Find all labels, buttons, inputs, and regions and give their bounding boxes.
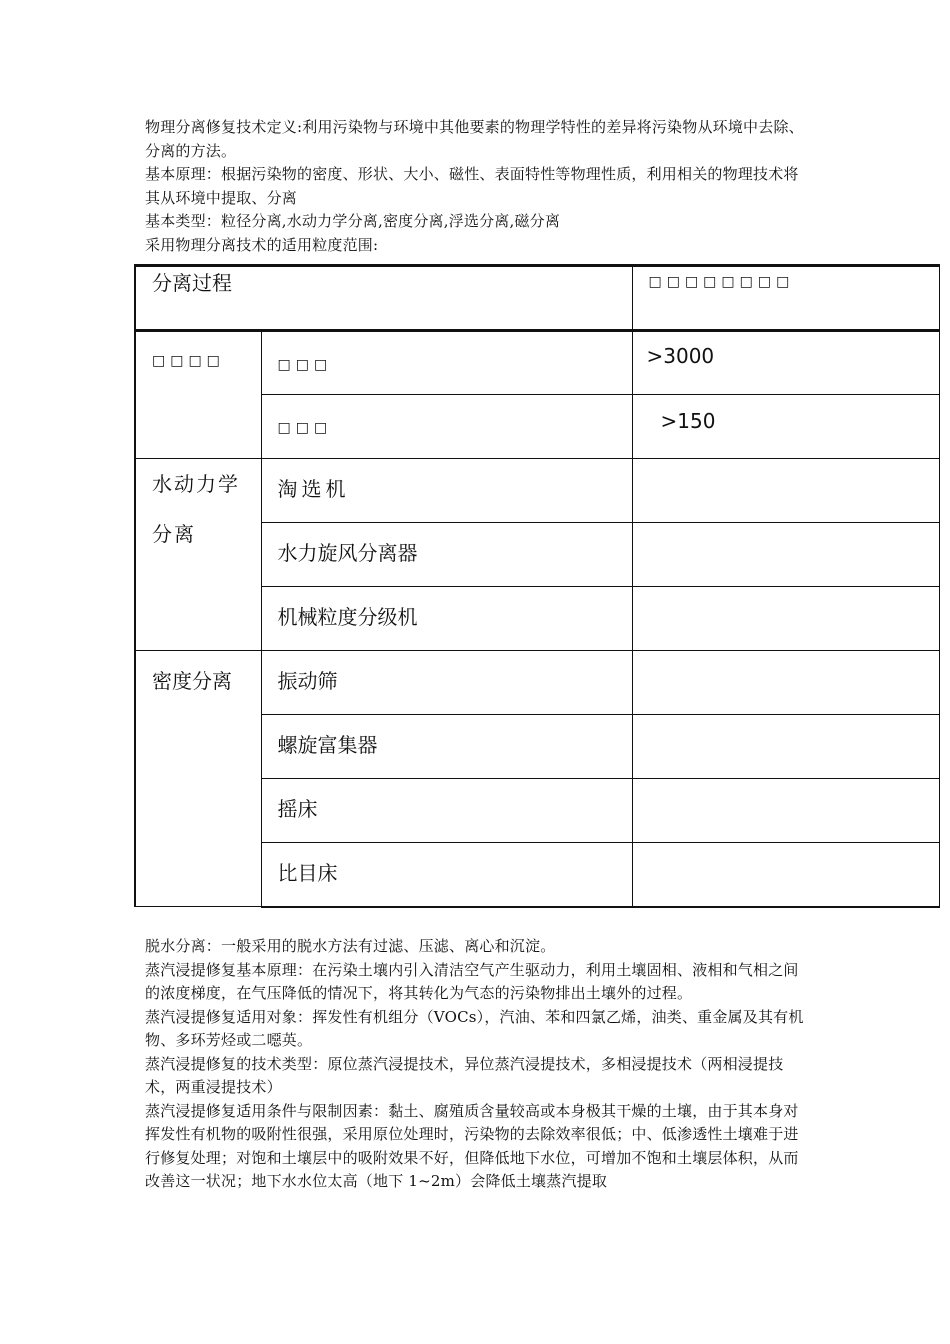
sve-principle-text: 蒸汽浸提修复基本原理：在污染土壤内引入清洁空气产生驱动力，利用土壤固相、液相和气相之间的浓度梯度，在气压降低的情况下，将其转化为气态的污染物排出土壤外的过程。 <box>145 960 799 1002</box>
value-cell <box>632 331 939 395</box>
row-name: 水力旋风分离器 <box>277 541 418 565</box>
table-row <box>135 651 939 715</box>
value-cell <box>632 843 939 907</box>
group-label: 水动力学分离 <box>152 472 240 546</box>
name-cell <box>261 779 632 843</box>
value-cell <box>632 459 939 523</box>
table-row <box>135 331 939 395</box>
group-label: 密度分离 <box>152 669 232 693</box>
row-value: >3000 <box>646 344 715 368</box>
group-label-cell <box>135 459 261 651</box>
header-range: □□□□□□□□ <box>648 274 795 290</box>
name-cell <box>261 651 632 715</box>
header-range-cell <box>632 266 939 331</box>
group-label-cell <box>135 331 261 459</box>
group-label-cell <box>135 651 261 907</box>
sve-limits-text: 蒸汽浸提修复适用条件与限制因素：黏土、腐殖质含量较高或本身极其干燥的土壤，由于其本身对挥发性有机物的吸附性很强，采用原位处理时，污染物的去除效率很低；中、低渗透性土壤难于进行修复处理；对饱和土壤层中的吸附效果不好，但降低地下水位，可增加不饱和土壤层体积，从而改善这一状况；地下水水位太高（地下 1~2m）会降低土壤蒸汽提取 <box>145 1101 799 1190</box>
types-text: 基本类型：粒径分离,水动力学分离,密度分离,浮选分离,磁分离 <box>145 212 561 230</box>
row-name: 螺旋富集器 <box>277 733 378 757</box>
header-process: 分离过程 <box>152 271 232 295</box>
table-row <box>135 459 939 523</box>
row-name: □□□ <box>277 357 333 373</box>
name-cell <box>261 843 632 907</box>
name-cell <box>261 331 632 395</box>
name-cell <box>261 395 632 459</box>
name-cell <box>261 459 632 523</box>
row-name: 机械粒度分级机 <box>277 605 418 629</box>
intro-section <box>145 116 810 257</box>
name-cell <box>261 587 632 651</box>
row-value: >150 <box>660 409 716 433</box>
sve-types-text: 蒸汽浸提修复的技术类型：原位蒸汽浸提技术，异位蒸汽浸提技术，多相浸提技术（两相浸提技术，两重浸提技术） <box>145 1054 784 1096</box>
row-name: □□□ <box>277 420 333 436</box>
value-cell <box>632 651 939 715</box>
outro-section <box>145 935 810 1194</box>
row-name: 振动筛 <box>277 669 338 693</box>
row-name: 淘选机 <box>277 477 350 501</box>
dewater-text: 脱水分离：一般采用的脱水方法有过滤、压滤、离心和沉淀。 <box>145 937 556 955</box>
value-cell <box>632 587 939 651</box>
header-process-cell <box>135 266 632 331</box>
sve-targets-text: 蒸汽浸提修复适用对象：挥发性有机组分（VOCs），汽油、苯和四氯乙烯，油类、重金属及其有机物、多环芳烃或二噁英。 <box>145 1007 804 1049</box>
value-cell <box>632 395 939 459</box>
principle-text: 基本原理：根据污染物的密度、形状、大小、磁性、表面特性等物理性质，利用相关的物理技术将其从环境中提取、分离 <box>145 165 799 207</box>
value-cell <box>632 715 939 779</box>
row-name: 比目床 <box>277 861 338 885</box>
table-header-row <box>135 266 939 331</box>
definition-text: 物理分离修复技术定义:利用污染物与环境中其他要素的物理学特性的差异将污染物从环境中去除、分离的方法。 <box>145 118 804 160</box>
name-cell <box>261 715 632 779</box>
separation-table <box>134 264 940 908</box>
range-title: 采用物理分离技术的适用粒度范围: <box>145 235 379 254</box>
row-name: 摇床 <box>277 797 318 821</box>
value-cell <box>632 523 939 587</box>
value-cell <box>632 779 939 843</box>
group-label: □□□□ <box>152 353 225 369</box>
name-cell <box>261 523 632 587</box>
